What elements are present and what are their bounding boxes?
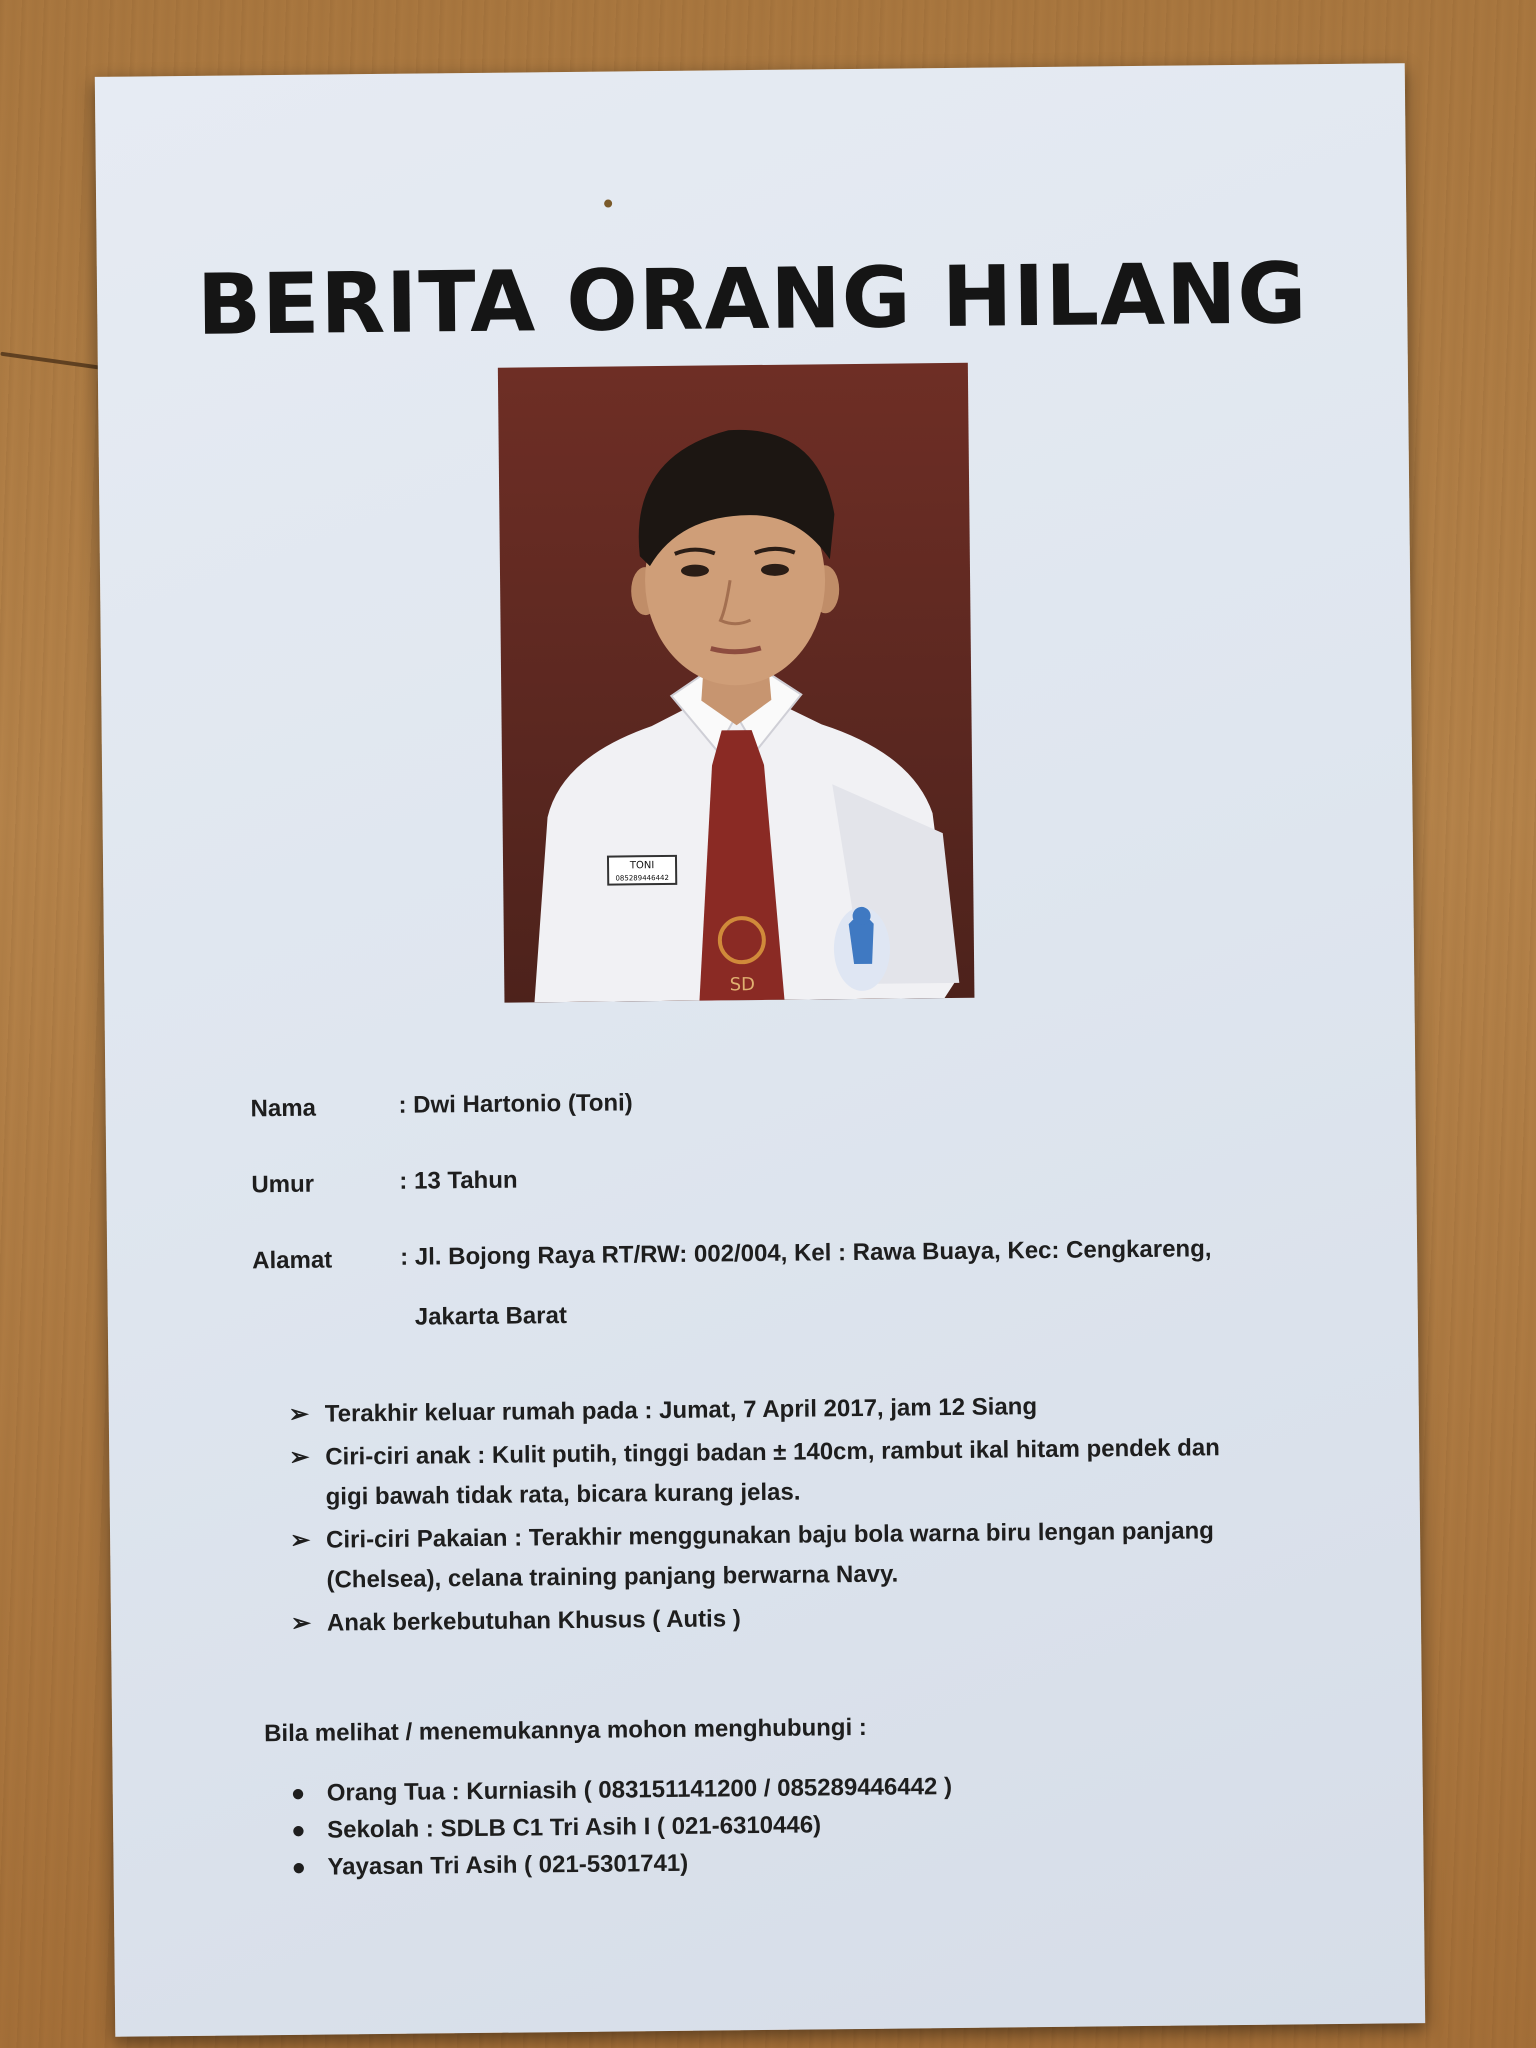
detail-label: Umur <box>251 1170 315 1199</box>
detail-row-age <box>251 1160 1351 1214</box>
list-item <box>290 1510 1301 1601</box>
poster-title: BERITA ORANG HILANG <box>196 244 1308 354</box>
list-item <box>289 1384 1299 1435</box>
detail-label: Alamat <box>252 1246 333 1275</box>
contact-text: Yayasan Tri Asih ( 021-5301741) <box>327 1849 689 1881</box>
arrow-bullet-icon: ➢ <box>288 1400 310 1428</box>
bullet-dot-icon: ● <box>290 1779 306 1807</box>
list-item-text: Anak berkebutuhan Khusus ( Autis ) <box>326 1605 741 1637</box>
contact-text: Orang Tua : Kurniasih ( 083151141200 / 085289446442 ) <box>326 1773 953 1807</box>
detail-label: Nama <box>250 1094 317 1123</box>
arrow-bullet-icon: ➢ <box>290 1609 312 1637</box>
detail-row-name <box>250 1084 1350 1138</box>
list-item-text: Terakhir keluar rumah pada : Jumat, 7 April 2017, jam 12 Siang <box>324 1393 1038 1428</box>
contact-text: Sekolah : SDLB C1 Tri Asih I ( 021-6310446) <box>327 1811 822 1844</box>
arrow-bullet-icon: ➢ <box>289 1526 311 1554</box>
list-item <box>289 1427 1300 1518</box>
address-line-2: Jakarta Barat <box>414 1302 568 1331</box>
pin-hole <box>604 200 612 208</box>
bullet-dot-icon: ● <box>291 1853 307 1881</box>
contact-heading: Bila melihat / menemukannya mohon menghubungi : <box>263 1713 867 1748</box>
child-portrait-illustration <box>498 363 975 1003</box>
list-item-text-cont: (Chelsea), celana training panjang berwarna Navy. <box>326 1560 899 1594</box>
address-line-1: : Jl. Bojong Raya RT/RW: 002/004, Kel : Rawa Buaya, Kec: Cengkareng, <box>400 1235 1212 1271</box>
child-photo <box>498 363 975 1003</box>
detail-value <box>400 1218 1353 1348</box>
detail-row-address <box>252 1236 1353 1350</box>
detail-value: : 13 Tahun <box>399 1166 518 1195</box>
list-item-text-cont: gigi bawah tidak rata, bicara kurang jelas. <box>325 1478 801 1511</box>
missing-person-poster <box>95 63 1425 2037</box>
tie-emblem-text: SD <box>729 974 756 996</box>
name-tag-line1: TONI <box>629 860 655 872</box>
contact-item <box>291 1768 953 1812</box>
bullet-dot-icon: ● <box>291 1816 306 1844</box>
list-item-text: Ciri-ciri anak : Kulit putih, tinggi badan ± 140cm, rambut ikal hitam pendek dan <box>325 1434 1220 1471</box>
list-item-text: Ciri-ciri Pakaian : Terakhir menggunakan baju bola warna biru lengan panjang <box>325 1517 1214 1554</box>
personal-details <box>250 1084 1353 1384</box>
description-list <box>289 1384 1302 1647</box>
contact-list <box>291 1768 953 1886</box>
name-tag-line2: 085289446442 <box>615 873 669 883</box>
list-item <box>291 1593 1301 1644</box>
detail-value: : Dwi Hartonio (Toni) <box>398 1089 633 1119</box>
arrow-bullet-icon: ➢ <box>289 1443 310 1471</box>
contact-item <box>291 1842 953 1886</box>
